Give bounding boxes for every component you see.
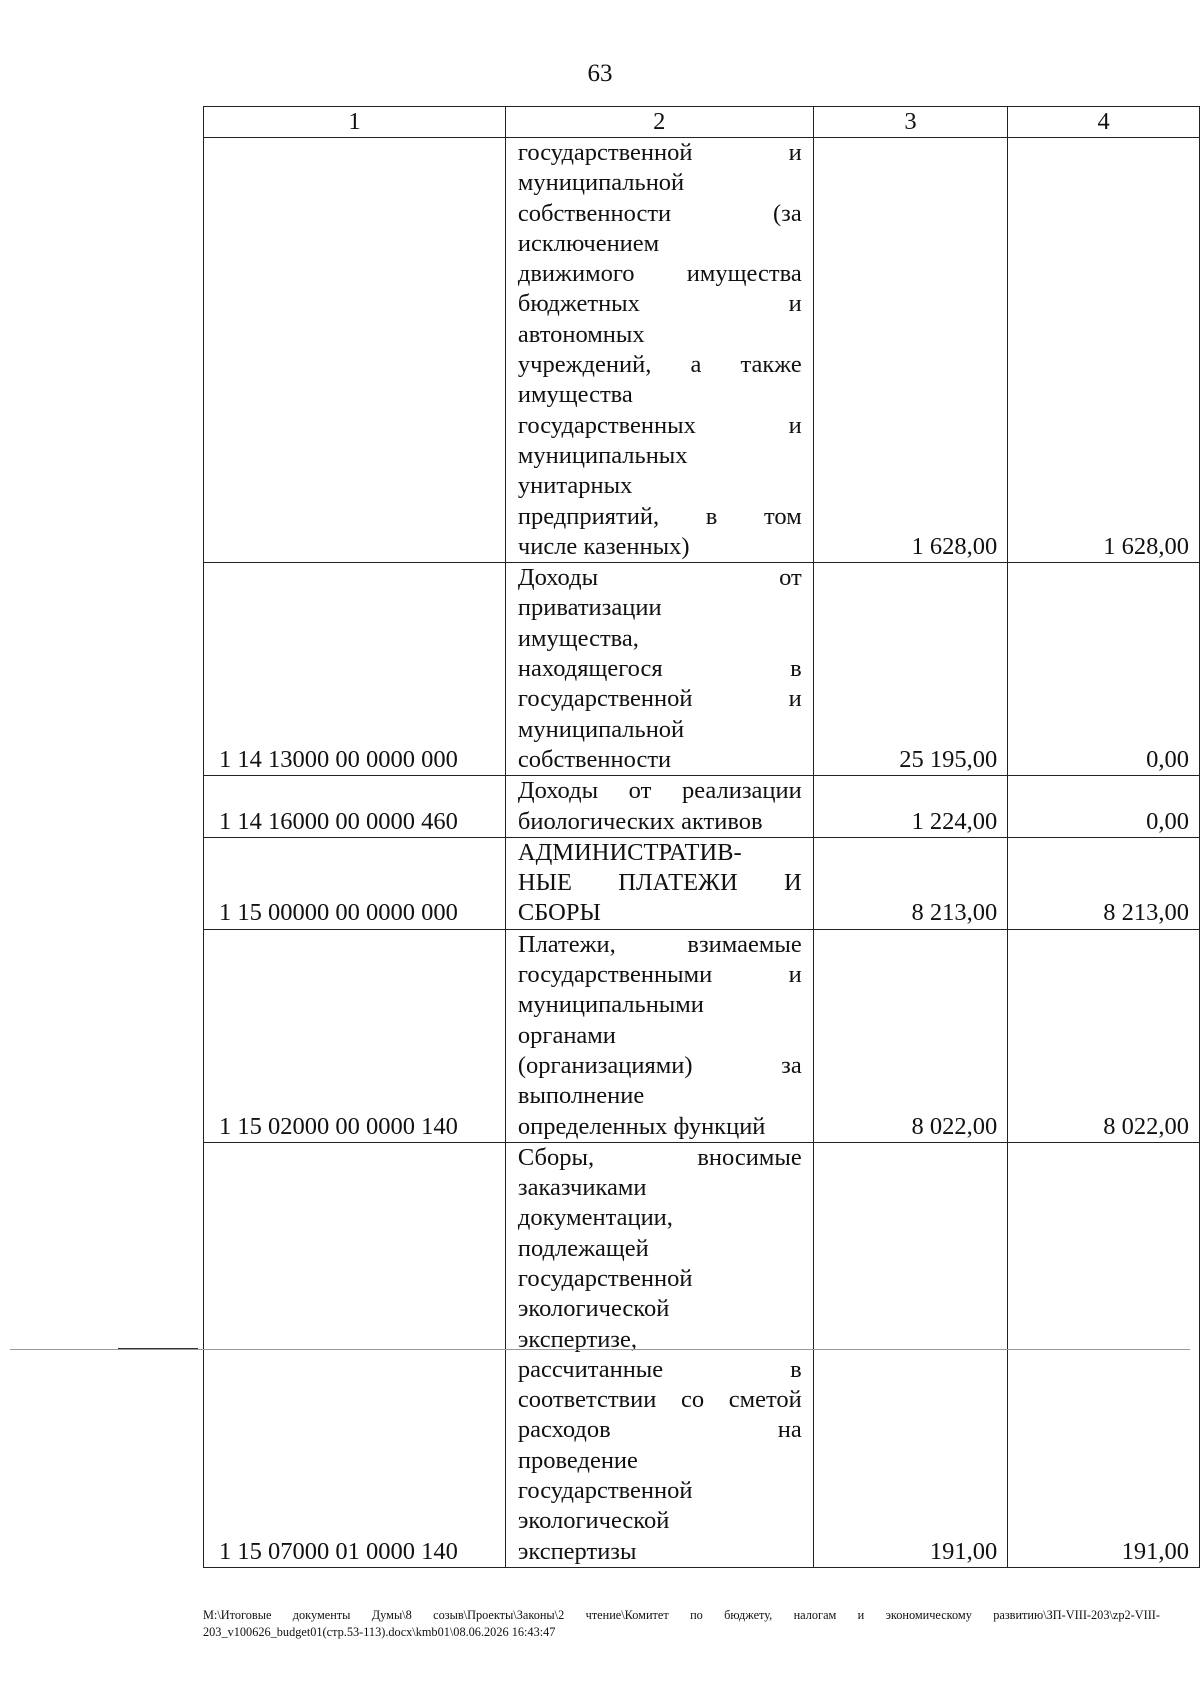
row-value-col3: 1 628,00 [813, 138, 1008, 563]
row-name-line: приватизации [517, 594, 662, 622]
row-name-line: Платежи, взимаемые [517, 930, 802, 958]
row-name-line: государственной и [517, 685, 802, 713]
footer-path-line-1: M:\Итоговые документы Думы\8 созыв\Проекты\Законы\2 чтение\Комитет по бюджету, налогам и экономическому развитию\ЗП-VIII-203\zp2-VIII- [203, 1608, 1160, 1622]
row-name-line: экологической [517, 1507, 670, 1535]
row-name-line: биологических активов [517, 807, 763, 835]
row-name-line: экологической [517, 1295, 670, 1323]
row-code: 1 14 16000 00 0000 460 [204, 776, 506, 838]
row-name-line: экспертизы [517, 1537, 637, 1565]
row-name-line: государственной [517, 1264, 693, 1292]
row-code: 1 15 00000 00 0000 000 [204, 837, 506, 929]
row-name-line: расходов на [517, 1416, 802, 1444]
row-value-col3: 8 022,00 [813, 929, 1008, 1142]
row-code: 1 15 02000 00 0000 140 [204, 929, 506, 1142]
row-name-line: предприятий, в том [517, 502, 802, 530]
footer-path-line-2: 203_v100626_budget01(стр.53-113).docx\kmb01\08.06.2026 16:43:47 [203, 1625, 556, 1639]
scan-artifact-line [10, 1349, 1190, 1350]
row-name-line: АДМИНИСТРАТИВ- [517, 838, 742, 866]
table-row [204, 837, 1200, 929]
column-header-4: 4 [1008, 107, 1200, 138]
table-header-row [204, 107, 1200, 138]
row-name-line: органами [517, 1021, 616, 1049]
row-name-line: СБОРЫ [517, 899, 601, 927]
row-name-line: муниципальной [517, 715, 685, 743]
page-number: 63 [587, 60, 613, 87]
row-name-line: подлежащей [517, 1234, 649, 1262]
row-name-line: Сборы, вносимые [517, 1143, 802, 1171]
row-value-col3: 191,00 [813, 1142, 1008, 1567]
row-name-line: муниципальной [517, 169, 685, 197]
row-code: 1 15 07000 01 0000 140 [204, 1142, 506, 1567]
row-name-line: собственности (за [517, 199, 802, 227]
row-name-line: НЫЕ ПЛАТЕЖИ И [517, 869, 802, 897]
column-header-3: 3 [813, 107, 1008, 138]
row-name-line: документации, [517, 1204, 673, 1232]
row-name-line: соответствии со сметой [517, 1386, 802, 1414]
row-name-line: государственной и [517, 139, 802, 166]
row-name-line: собственности [517, 745, 672, 773]
row-value-col3: 1 224,00 [813, 776, 1008, 838]
row-name [505, 138, 813, 563]
table-row [204, 929, 1200, 1142]
row-value-col4: 0,00 [1008, 563, 1200, 776]
row-name-line: государственной [517, 1477, 693, 1505]
row-name-line: выполнение [517, 1082, 645, 1110]
row-name-line: (организациями) за [517, 1051, 802, 1079]
row-value-col4: 8 213,00 [1008, 837, 1200, 929]
row-code [204, 138, 506, 563]
table-row [204, 138, 1200, 563]
row-name-line: заказчиками [517, 1174, 647, 1202]
row-name-line: унитарных [517, 472, 633, 500]
row-name-line: определенных функций [517, 1112, 766, 1140]
row-value-col3: 8 213,00 [813, 837, 1008, 929]
row-name-line: муниципальными [517, 991, 704, 1019]
row-name-line: имущества [517, 381, 633, 409]
row-name-line: движимого имущества [517, 260, 802, 288]
column-header-2: 2 [505, 107, 813, 138]
row-name-line: государственными и [517, 961, 802, 989]
row-name-line: государственных и [517, 411, 802, 439]
row-name [505, 563, 813, 776]
row-name [505, 1142, 813, 1567]
row-value-col4: 8 022,00 [1008, 929, 1200, 1142]
row-name-line: Доходы от реализации [517, 777, 802, 805]
row-name-line: автономных [517, 320, 645, 348]
row-name-line: учреждений, а также [517, 351, 802, 379]
table-row [204, 776, 1200, 838]
row-name-line: исключением [517, 229, 660, 257]
row-value-col4: 191,00 [1008, 1142, 1200, 1567]
row-name-line: рассчитанные в [517, 1355, 802, 1383]
row-name [505, 929, 813, 1142]
row-name-line: экспертизе, [517, 1325, 637, 1353]
file-path-footer [203, 1607, 1160, 1641]
table-row [204, 563, 1200, 776]
row-name [505, 776, 813, 838]
row-name-line: Доходы от [517, 564, 802, 592]
row-name-line: муниципальных [517, 441, 688, 469]
row-name-line: находящегося в [517, 655, 802, 683]
row-value-col4: 1 628,00 [1008, 138, 1200, 563]
row-name-line: проведение [517, 1446, 638, 1474]
row-name-line: числе казенных) [517, 532, 690, 560]
row-name-line: имущества, [517, 624, 639, 652]
scan-artifact-mark [118, 1348, 198, 1349]
table-row [204, 1142, 1200, 1567]
column-header-1: 1 [204, 107, 506, 138]
row-name [505, 837, 813, 929]
row-value-col4: 0,00 [1008, 776, 1200, 838]
row-code: 1 14 13000 00 0000 000 [204, 563, 506, 776]
row-name-line: бюджетных и [517, 290, 802, 318]
row-value-col3: 25 195,00 [813, 563, 1008, 776]
